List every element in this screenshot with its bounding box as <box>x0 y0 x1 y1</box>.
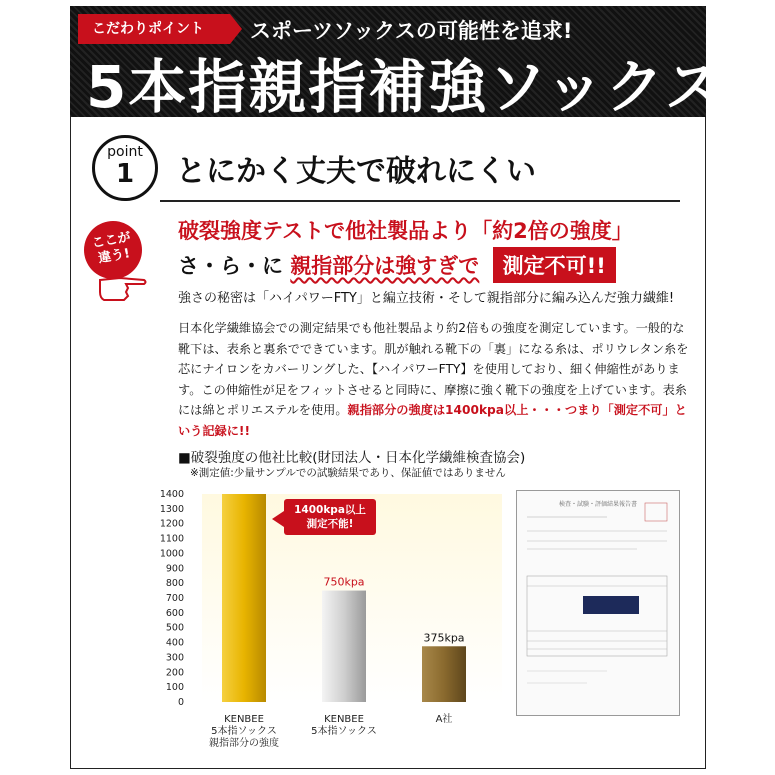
y-tick-label: 700 <box>165 593 184 604</box>
y-tick-label: 800 <box>165 578 184 590</box>
page-title: 5本指親指補強ソックス <box>86 53 725 121</box>
unmeasurable-badge: 測定不可!! <box>493 247 616 283</box>
x-category-label: 5本指ソックス <box>311 726 377 737</box>
bar-value-label: 375kpa <box>423 631 465 645</box>
y-tick-label: 200 <box>165 667 184 679</box>
x-category-label: KENBEE <box>224 714 264 725</box>
bar <box>422 646 466 702</box>
point-word: point <box>107 144 143 160</box>
badge-line1: ここが <box>90 229 132 252</box>
document-body <box>517 491 679 715</box>
y-tick-label: 900 <box>165 563 184 575</box>
y-tick-label: 500 <box>165 622 184 634</box>
callout-label: 測定不能! <box>306 517 354 530</box>
header-subtitle: スポーツソックスの可能性を追求! <box>250 19 573 43</box>
y-tick-label: 100 <box>165 682 184 694</box>
badge-line2: 違う! <box>97 246 132 267</box>
y-tick-label: 400 <box>165 637 184 649</box>
y-tick-label: 1400 <box>159 489 184 500</box>
chart-title: ■破裂強度の他社比較(財団法人・日本化学繊維検査協会) <box>178 450 526 466</box>
thumb-claim <box>178 247 616 283</box>
body-text: 日本化学繊維協会での測定結果でも他社製品より約2倍もの強度を測定しています。一般的な靴下は、表糸と裏糸でできています。肌が触れる靴下の「裏」になる糸は、ポリウレタン糸を芯にナイロンをカバーリングした、【ハイパワーFTY】を使用しており、細く伸縮性があります。この伸縮性が足をフィットさせると同時に、摩擦に強く靴下の強度を上げています。表糸には綿とポリエステルを使用。 <box>178 321 689 417</box>
chart-note: ※測定値:少量サンプルでの試験結果であり、保証値ではありません <box>190 467 506 479</box>
y-tick-label: 1200 <box>159 518 184 530</box>
body-red-text: 親指部分の強度は1400kpa以上・・・つまり「測定不可」という記録に!! <box>178 403 687 438</box>
point-badge <box>92 135 158 201</box>
line2-highlight: 親指部分は強すぎで <box>290 254 480 278</box>
bar <box>222 494 266 702</box>
pointing-hand-icon <box>98 270 148 304</box>
line2-prefix: さ・ら・に <box>178 254 283 278</box>
divider <box>160 200 680 202</box>
x-category-label: A社 <box>435 714 453 725</box>
body-paragraph <box>178 318 690 441</box>
strength-bar-chart <box>120 486 510 766</box>
point-heading: とにかく丈夫で破れにくい <box>176 154 536 189</box>
y-tick-label: 0 <box>177 697 184 708</box>
x-category-label: 5本指ソックス <box>211 726 277 737</box>
y-tick-label: 1000 <box>159 548 184 560</box>
y-tick-label: 1300 <box>159 503 184 515</box>
bar-value-label: 750kpa <box>323 575 365 589</box>
y-tick-label: 300 <box>165 652 184 664</box>
bar <box>322 591 366 702</box>
secret-text: 強さの秘密は「ハイパワーFTY」と編立技術・そして親指部分に編み込んだ強力繊維! <box>178 291 675 306</box>
x-category-label: 親指部分の強度 <box>209 738 279 749</box>
tag-label: こだわりポイント <box>78 14 230 44</box>
y-tick-label: 600 <box>165 607 184 619</box>
strength-claim: 破裂強度テストで他社製品より「約2倍の強度」 <box>178 219 633 243</box>
test-report-document <box>516 490 680 716</box>
point-number: 1 <box>115 159 135 189</box>
y-tick-label: 1100 <box>159 533 184 545</box>
x-category-label: KENBEE <box>324 714 364 725</box>
document-title: 検査・試験・評価結果報告書 <box>558 501 637 508</box>
callout-label: 1400kpa以上 <box>294 503 366 516</box>
